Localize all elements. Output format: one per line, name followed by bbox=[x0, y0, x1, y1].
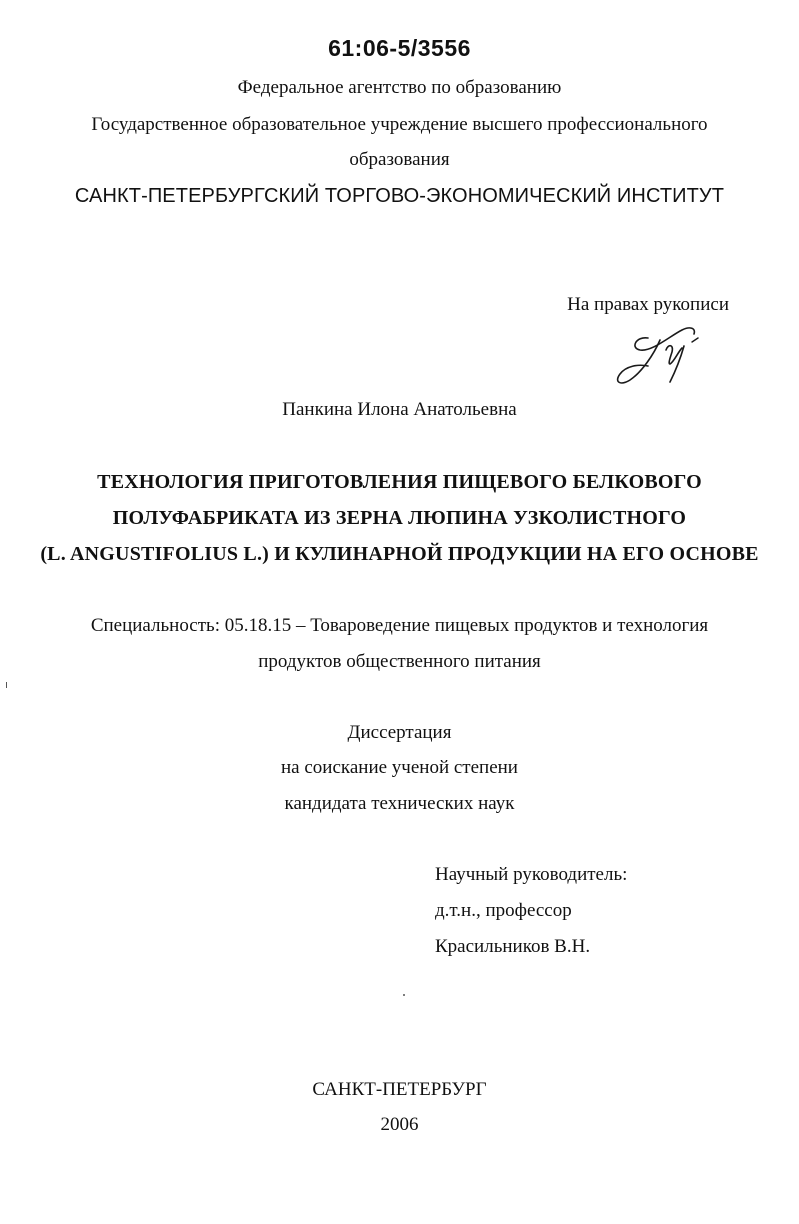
scan-mark bbox=[6, 682, 7, 688]
year: 2006 bbox=[380, 1114, 419, 1135]
library-code: 61:06-5/3556 bbox=[328, 35, 471, 61]
signature-icon bbox=[608, 320, 708, 390]
degree-line-3: кандидата технических наук bbox=[284, 793, 515, 814]
title-line-2: ПОЛУФАБРИКАТА ИЗ ЗЕРНА ЛЮПИНА УЗКОЛИСТНОГО bbox=[112, 507, 687, 529]
author-name: Панкина Илона Анатольевна bbox=[282, 399, 517, 420]
supervisor-degree: д.т.н., профессор bbox=[435, 900, 572, 921]
institute-name: САНКТ-ПЕТЕРБУРГСКИЙ ТОРГОВО-ЭКОНОМИЧЕСКИЙ ИНСТИТУТ bbox=[74, 185, 725, 207]
degree-line-1: Диссертация bbox=[347, 722, 452, 743]
city: САНКТ-ПЕТЕРБУРГ bbox=[312, 1079, 487, 1100]
specialty-line-1: Специальность: 05.18.15 – Товароведение пищевых продуктов и технология bbox=[90, 615, 709, 636]
agency-name: Федеральное агентство по образованию bbox=[237, 77, 562, 98]
title-line-3: (L. ANGUSTIFOLIUS L.) И КУЛИНАРНОЙ ПРОДУКЦИИ НА ЕГО ОСНОВЕ bbox=[40, 543, 759, 565]
scan-speck bbox=[403, 994, 405, 996]
specialty-line-2: продуктов общественного питания bbox=[258, 651, 541, 672]
supervisor-label: Научный руководитель: bbox=[435, 864, 628, 885]
supervisor-name: Красильников В.Н. bbox=[435, 936, 591, 957]
title-line-1: ТЕХНОЛОГИЯ ПРИГОТОВЛЕНИЯ ПИЩЕВОГО БЕЛКОВОГО bbox=[97, 471, 702, 493]
manuscript-rights-note: На правах рукописи bbox=[567, 294, 729, 315]
institution-line-2: образования bbox=[349, 149, 450, 170]
institution-line-1: Государственное образовательное учреждение высшего профессионального bbox=[91, 114, 708, 135]
degree-line-2: на соискание ученой степени bbox=[281, 757, 518, 778]
